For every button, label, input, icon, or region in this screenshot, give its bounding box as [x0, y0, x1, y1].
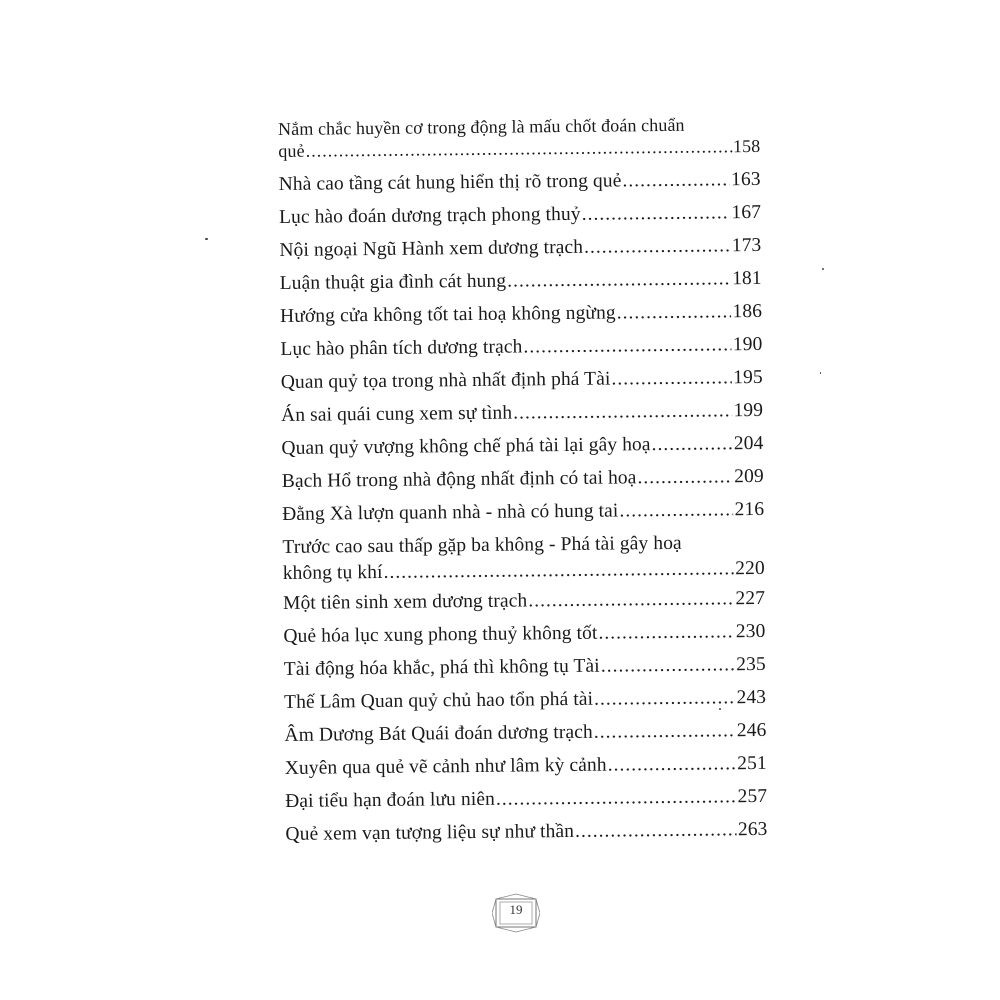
toc-entry [281, 361, 763, 399]
dot-leader [598, 615, 735, 649]
toc-entry-page: 263 [737, 818, 768, 841]
toc-entry-title: Nhà cao tầng cát hung hiển thị rõ trong quẻ [278, 170, 622, 195]
dot-leader [513, 394, 733, 429]
toc-entry [280, 328, 762, 366]
dot-leader [607, 747, 736, 781]
toc-entry-title: Lục hào đoán dương trạch phong thuỷ [278, 203, 581, 228]
dot-leader [584, 229, 731, 264]
page-number-text: 19 [509, 902, 523, 917]
page-number-ornament [492, 893, 540, 933]
dot-leader [594, 681, 736, 715]
toc-entry [279, 163, 761, 201]
toc-entry [284, 648, 766, 686]
toc-entry [278, 113, 760, 162]
toc-entry-page: 158 [732, 135, 761, 157]
dot-leader [523, 328, 732, 363]
toc-entry-title: Một tiên sinh xem dương trạch [282, 590, 528, 614]
dot-leader [651, 427, 733, 461]
toc-entry-title: Hướng cửa không tốt tai hoạ không ngừng [279, 302, 616, 327]
table-of-contents [278, 113, 768, 851]
toc-entry [282, 526, 765, 587]
dot-leader [575, 813, 737, 848]
toc-entry-page: 173 [731, 234, 762, 257]
toc-entry [282, 460, 764, 498]
scan-speck [820, 372, 821, 374]
dot-leader [383, 556, 734, 586]
toc-entry-title: Quẻ xem vạn tượng liệu sự như thần [285, 820, 575, 845]
toc-entry [281, 427, 763, 465]
toc-entry-title: Luận thuật gia đình cát hung [279, 270, 507, 294]
dot-leader [611, 361, 732, 395]
toc-entry-page: 257 [737, 785, 768, 808]
toc-entry-title: Án sai quái cung xem sự tình [281, 402, 513, 426]
toc-entry [285, 780, 767, 818]
dot-leader [601, 648, 736, 682]
toc-entry-title: Tài động hóa khắc, phá thì không tụ Tài [283, 655, 600, 680]
toc-entry-page: 204 [733, 432, 764, 455]
dot-leader [619, 493, 734, 527]
toc-entry-title-line1: Trước cao sau thấp gặp ba không - Phá tài gây hoạ [282, 532, 682, 558]
toc-entry-page: 220 [735, 557, 765, 580]
toc-entry [283, 615, 765, 653]
toc-entry-title: Lục hào phân tích dương trạch [280, 336, 523, 360]
dot-leader [622, 163, 730, 197]
toc-entry-title: quẻ [278, 140, 305, 161]
toc-entry-title: Thế Lâm Quan quỷ chủ hao tổn phá tài [284, 688, 594, 713]
dot-leader [306, 135, 733, 161]
toc-entry [285, 813, 767, 851]
toc-entry-title: Đằng Xà lượn quanh nhà - nhà có hung tai [282, 500, 619, 525]
toc-entry [279, 196, 761, 234]
toc-entry-page: 209 [734, 465, 764, 488]
toc-entry-page: 186 [732, 300, 763, 323]
toc-entry-title: Âm Dương Bát Quái đoán dương trạch [284, 721, 593, 746]
toc-entry [284, 714, 766, 752]
dot-leader [582, 196, 731, 231]
toc-entry [282, 493, 764, 531]
toc-entry [280, 295, 762, 333]
dot-leader [637, 460, 733, 494]
toc-entry-page: 195 [733, 366, 763, 389]
toc-entry [281, 394, 763, 432]
toc-entry-page: 199 [733, 399, 764, 422]
toc-entry-title: Nội ngoại Ngũ Hành xem dương trạch [279, 236, 584, 261]
toc-entry-page: 230 [735, 620, 766, 643]
toc-entry [283, 582, 765, 620]
dot-leader [507, 262, 731, 297]
toc-entry-page: 167 [731, 201, 762, 224]
toc-entry [279, 229, 761, 267]
toc-entry-page: 181 [732, 267, 762, 290]
scan-speck [205, 238, 208, 240]
toc-entry-title: Bạch Hổ trong nhà động nhất định có tai hoạ [281, 467, 637, 492]
toc-entry-title: Xuyên qua quẻ vẽ cảnh như lâm kỳ cảnh [284, 754, 607, 779]
toc-entry-title: Đại tiểu hạn đoán lưu niên [285, 788, 496, 812]
toc-entry-title: Quan quỷ vượng không chế phá tài lại gây hoạ [281, 434, 651, 459]
toc-entry-title: Quẻ hóa lục xung phong thuỷ không tốt [283, 622, 598, 647]
toc-entry [285, 747, 767, 785]
toc-entry-page: 190 [732, 333, 763, 356]
toc-entry-page: 216 [734, 498, 765, 521]
toc-entry-page: 251 [737, 752, 767, 775]
toc-entry-page: 227 [735, 587, 766, 610]
toc-entry [280, 262, 762, 300]
toc-entry-page: 246 [736, 719, 767, 742]
scan-speck [822, 268, 824, 270]
toc-entry-page: 243 [736, 686, 767, 709]
scan-speck [719, 708, 721, 710]
toc-entry [284, 681, 766, 719]
toc-entry-title: Quan quỷ tọa trong nhà nhất định phá Tài [280, 368, 611, 393]
toc-entry-title: không tụ khí [282, 561, 383, 584]
dot-leader [528, 582, 735, 617]
dot-leader [496, 780, 737, 816]
toc-entry-title-line1: Nắm chắc huyền cơ trong động là mấu chốt đoán chuẩn [278, 114, 685, 139]
toc-entry-page: 235 [736, 653, 766, 676]
dot-leader [594, 714, 736, 748]
dot-leader [617, 295, 732, 329]
toc-entry-page: 163 [730, 168, 761, 191]
